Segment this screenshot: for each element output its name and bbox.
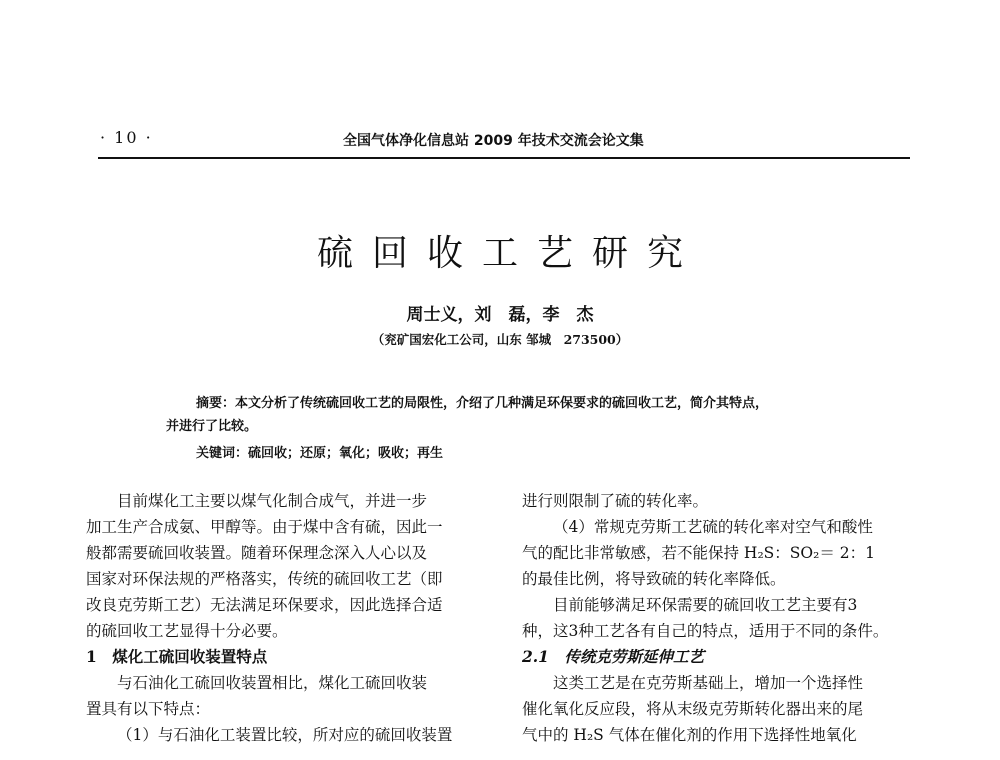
body-text-line: 的硫回收工艺显得十分必要。 (86, 622, 288, 640)
body-text-line: 与石油化工硫回收装置相比，煤化工硫回收装 (117, 674, 428, 692)
body-text-line: 这类工艺是在克劳斯基础上，增加一个选择性 (553, 674, 864, 692)
body-text-line: 置具有以下特点： (86, 700, 211, 718)
left-column (86, 488, 491, 748)
body-text-line: 目前煤化工主要以煤气化制合成气，并进一步 (117, 492, 428, 510)
body-text-line: 的最佳比例，将导致硫的转化率降低。 (522, 570, 786, 588)
body-text-line: （4）常规克劳斯工艺硫的转化率对空气和酸性 (553, 518, 873, 536)
body-text-line: 进行则限制了硫的转化率。 (522, 492, 709, 510)
body-text-line: 目前能够满足环保需要的硫回收工艺主要有3 (553, 596, 858, 614)
body-text-line: 国家对环保法规的严格落实，传统的硫回收工艺（即 (86, 570, 443, 588)
running-header: 全国气体净化信息站 2009 年技术交流会论文集 (343, 133, 644, 149)
body-text-line: 气中的 H₂S 气体在催化剂的作用下选择性地氧化 (522, 726, 857, 744)
header-rule (98, 157, 910, 159)
body-text-line: 改良克劳斯工艺）无法满足环保要求，因此选择合适 (86, 596, 443, 614)
subsection-heading: 2.1 传统克劳斯延伸工艺 (522, 647, 704, 666)
right-column (522, 488, 917, 748)
authors: 周士义，刘 磊，李 杰 (406, 305, 594, 325)
body-text-line: （1）与石油化工装置比较，所对应的硫回收装置 (117, 726, 453, 744)
body-text-line: 气的配比非常敏感，若不能保持 H₂S：SO₂＝ 2：1 (522, 544, 875, 562)
page-number: · 10 · (100, 128, 153, 147)
body-text-line: 加工生产合成氨、甲醇等。由于煤中含有硫，因此一 (86, 518, 443, 536)
abstract-text: 摘要：本文分析了传统硫回收工艺的局限性，介绍了几种满足环保要求的硫回收工艺，简介其特点， (196, 396, 769, 411)
body-text-line: 催化氧化反应段，将从末级克劳斯转化器出来的尾 (522, 700, 864, 718)
section-heading: 1 煤化工硫回收装置特点 (86, 647, 268, 666)
body-text-line: 种，这3种工艺各有自己的特点，适用于不同的条件。 (522, 622, 889, 640)
abstract-text-continued: 并进行了比较。 (166, 419, 258, 434)
keywords: 关键词：硫回收；还原；氧化；吸收；再生 (196, 446, 444, 461)
affiliation: （兖矿国宏化工公司，山东 邹城 273500） (371, 332, 629, 347)
paper-title: 硫回收工艺研究 (316, 233, 702, 274)
body-text-line: 般都需要硫回收装置。随着环保理念深入人心以及 (86, 544, 428, 562)
